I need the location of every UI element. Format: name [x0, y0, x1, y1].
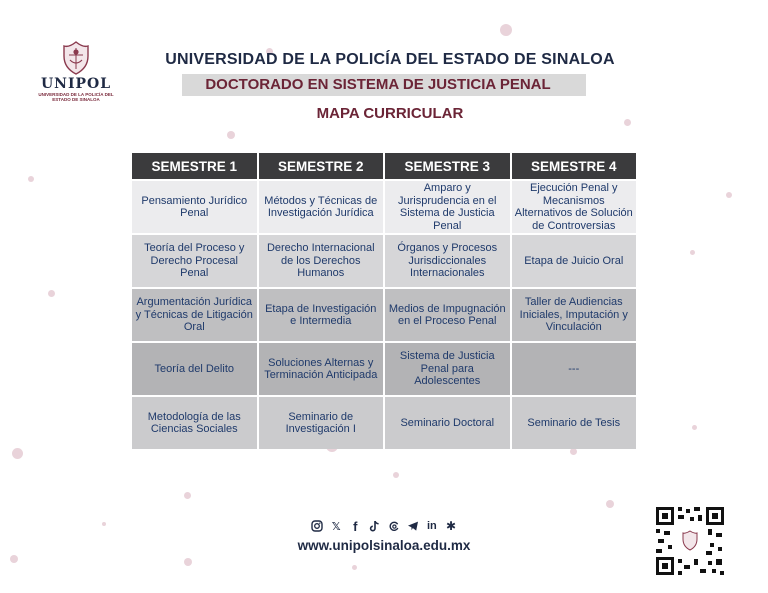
telegram-icon[interactable] — [406, 519, 420, 533]
curriculum-table — [132, 153, 636, 449]
website-link[interactable]: www.unipolsinaloa.edu.mx — [297, 538, 471, 553]
decorative-dot — [102, 522, 106, 526]
semester-header: SEMESTRE 1 — [132, 153, 257, 179]
decorative-dot — [692, 425, 697, 430]
decorative-dot — [12, 448, 23, 459]
semester-header: SEMESTRE 3 — [385, 153, 510, 179]
decorative-dot — [28, 176, 34, 182]
decorative-dot — [10, 555, 18, 563]
course-cell: Soluciones Alternas y Terminación Anticipada — [259, 343, 384, 395]
course-cell: Metodología de las Ciencias Sociales — [132, 397, 257, 449]
course-cell: Teoría del Delito — [132, 343, 257, 395]
course-cell: Etapa de Investigación e Intermedia — [259, 289, 384, 341]
decorative-dot — [500, 24, 512, 36]
shield-crest-icon — [59, 40, 93, 76]
course-cell: Métodos y Técnicas de Investigación Jurídica — [259, 181, 384, 233]
course-cell: Argumentación Jurídica y Técnicas de Litigación Oral — [132, 289, 257, 341]
decorative-dot — [606, 500, 614, 508]
course-cell: Etapa de Juicio Oral — [512, 235, 637, 287]
course-cell: Amparo y Jurisprudencia en el Sistema de Justicia Penal — [385, 181, 510, 233]
decorative-dot — [726, 192, 732, 198]
threads-icon[interactable] — [387, 519, 401, 533]
instagram-icon[interactable] — [310, 519, 324, 533]
semester-header: SEMESTRE 4 — [512, 153, 637, 179]
logo-subtitle: UNIVERSIDAD DE LA POLICÍA DEL ESTADO DE SINALOA — [38, 92, 114, 102]
course-cell: Seminario de Investigación I — [259, 397, 384, 449]
course-cell: Medios de Impugnación en el Proceso Penal — [385, 289, 510, 341]
course-cell: Pensamiento Jurídico Penal — [132, 181, 257, 233]
x-icon[interactable]: 𝕏 — [331, 520, 341, 533]
course-cell: Sistema de Justicia Penal para Adolescentes — [385, 343, 510, 395]
linkedin-icon[interactable]: in — [426, 520, 437, 532]
logo-wordmark: UNIPOL — [40, 76, 112, 92]
program-title: DOCTORADO EN SISTEMA DE JUSTICIA PENAL — [205, 76, 551, 93]
course-cell: Seminario de Tesis — [512, 397, 637, 449]
decorative-dot — [352, 565, 357, 570]
bluesky-icon[interactable]: ✱ — [445, 519, 457, 533]
decorative-dot — [227, 131, 235, 139]
course-cell: --- — [512, 343, 637, 395]
decorative-dot — [393, 472, 399, 478]
qr-code[interactable] — [654, 505, 726, 577]
facebook-icon[interactable]: f — [353, 518, 358, 534]
course-cell: Derecho Internacional de los Derechos Humanos — [259, 235, 384, 287]
university-title: UNIVERSIDAD DE LA POLICÍA DEL ESTADO DE SINALOA — [165, 51, 615, 68]
qr-code-icon — [654, 505, 726, 577]
curriculum-map-title: MAPA CURRICULAR — [316, 105, 464, 122]
decorative-dot — [48, 290, 55, 297]
course-cell: Seminario Doctoral — [385, 397, 510, 449]
course-cell: Taller de Audiencias Iniciales, Imputación y Vinculación — [512, 289, 637, 341]
decorative-dot — [570, 448, 577, 455]
tiktok-icon[interactable] — [367, 519, 381, 533]
decorative-dot — [184, 492, 191, 499]
decorative-dot — [184, 558, 192, 566]
decorative-dot — [690, 250, 695, 255]
semester-header: SEMESTRE 2 — [259, 153, 384, 179]
course-cell: Ejecución Penal y Mecanismos Alternativos de Solución de Controversias — [512, 181, 637, 233]
course-cell: Órganos y Procesos Jurisdiccionales Internacionales — [385, 235, 510, 287]
unipol-logo — [38, 40, 114, 102]
social-links — [310, 518, 458, 534]
decorative-dot — [624, 119, 631, 126]
course-cell: Teoría del Proceso y Derecho Procesal Penal — [132, 235, 257, 287]
